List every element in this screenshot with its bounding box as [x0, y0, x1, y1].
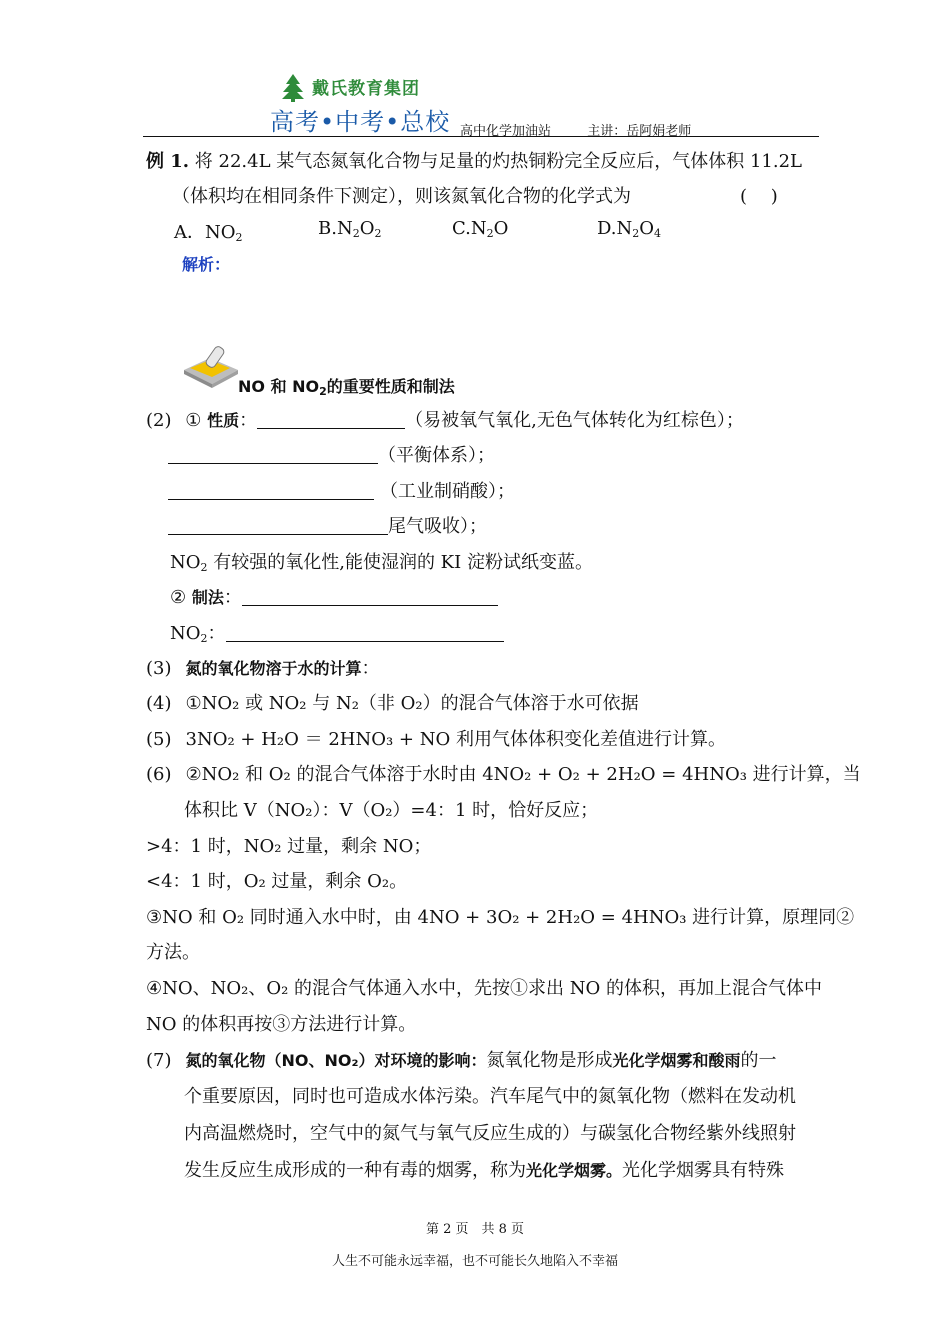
- calc-heading: (3) 氮的氧化物溶于水的计算：: [146, 658, 380, 679]
- page-number: 第 2 页 共 8 页: [425, 1222, 525, 1237]
- header-teacher: 主讲：岳阿娟老师: [587, 124, 692, 139]
- no2-preparation-line: $NO_2$：: [170, 619, 504, 645]
- option-d: $D.N_2O_4$: [597, 218, 662, 240]
- option-c: $C.N_2O$: [452, 218, 509, 240]
- calc-method-3b: 方法。: [146, 942, 200, 963]
- no2-oxidizing-line: $NO_2$ 有较强的氧化性,能使湿润的 KI 淀粉试纸变蓝。: [170, 552, 593, 574]
- section-title: NO 和 $NO_2$的重要性质和制法: [238, 377, 455, 398]
- option-a: A．$NO_2$: [174, 222, 243, 244]
- answer-paren: ( ): [740, 186, 778, 207]
- env-line-2: 个重要原因，同时也可造成水体污染。汽车尾气中的氮氧化物（燃料在发动机: [184, 1086, 796, 1107]
- calc-line-6b: 体积比 V（NO₂）：V（O₂）=4：1 时，恰好反应；: [184, 800, 599, 821]
- analysis-label: 解析：: [182, 255, 231, 274]
- property-line-4: 尾气吸收）；: [168, 512, 487, 538]
- option-b: $B.N_2O_2$: [318, 218, 382, 240]
- header-site: 高中化学加油站: [460, 124, 552, 139]
- calc-line-5: (5) 3NO₂ + H₂O ＝ 2HNO₃ + NO 利用气体体积变化差值进行计算。: [146, 729, 726, 750]
- env-line-1: (7) 氮的氧化物（NO、NO₂）对环境的影响：氮氧化物是形成光化学烟雾和酸雨的一: [146, 1050, 777, 1071]
- blank-property-2: [168, 445, 378, 464]
- logo-tagline: 高考•中考•总校: [270, 108, 451, 136]
- example-line-2: （体积均在相同条件下测定），则该氮氧化合物的化学式为: [172, 186, 631, 207]
- header-divider: [143, 136, 819, 137]
- env-line-4: 发生反应生成形成的一种有毒的烟雾，称为光化学烟雾。光化学烟雾具有特殊: [184, 1160, 785, 1181]
- calc-greater-than: >4：1 时，NO₂ 过量，剩余 NO；: [146, 836, 432, 857]
- pencil-notebook-icon: [180, 340, 240, 390]
- blank-property-3: [168, 481, 374, 500]
- property-line-2: （平衡体系）；: [168, 441, 495, 467]
- property-line-1: (2) ① 性质： （易被氧气氧化,无色气体转化为红棕色）；: [146, 410, 744, 431]
- calc-method-4: ④NO、NO₂、O₂ 的混合气体通入水中，先按①求出 NO 的体积，再加上混合气体中: [146, 978, 823, 999]
- example-line-1: 例 1. 将 22.4L 某气态氮氧化合物与足量的灼热铜粉完全反应后，气体体积 11.2L: [146, 151, 803, 172]
- blank-preparation: [242, 587, 498, 606]
- blank-property-4: [168, 516, 388, 535]
- property-line-3: （工业制硝酸）；: [168, 477, 515, 503]
- env-line-3: 内高温燃烧时，空气中的氮气与氧气反应生成的）与碳氢化合物经紫外线照射: [184, 1123, 796, 1144]
- footer-motto: 人生不可能永远幸福，也不可能长久地陷入不幸福: [331, 1254, 618, 1269]
- calc-line-4: (4) ①NO₂ 或 NO₂ 与 N₂（非 O₂）的混合气体溶于水可依据: [146, 693, 639, 714]
- tree-logo-icon: [278, 72, 308, 102]
- blank-property-1: [257, 410, 405, 429]
- preparation-line: ② 制法：: [170, 583, 498, 609]
- calc-method-3: ③NO 和 O₂ 同时通入水中时，由 4NO + 3O₂ + 2H₂O = 4HNO₃ 进行计算，原理同②: [146, 907, 855, 928]
- logo-company-name: 戴氏教育集团: [312, 79, 420, 99]
- example-label: 例 1.: [146, 151, 190, 172]
- calc-method-4b: NO 的体积再按③方法进行计算。: [146, 1014, 417, 1035]
- blank-no2-preparation: [226, 623, 504, 642]
- calc-less-than: <4：1 时，O₂ 过量，剩余 O₂。: [146, 871, 408, 892]
- calc-line-6: (6) ②NO₂ 和 O₂ 的混合气体溶于水时由 4NO₂ + O₂ + 2H₂O = 4HNO₃ 进行计算，当: [146, 764, 861, 785]
